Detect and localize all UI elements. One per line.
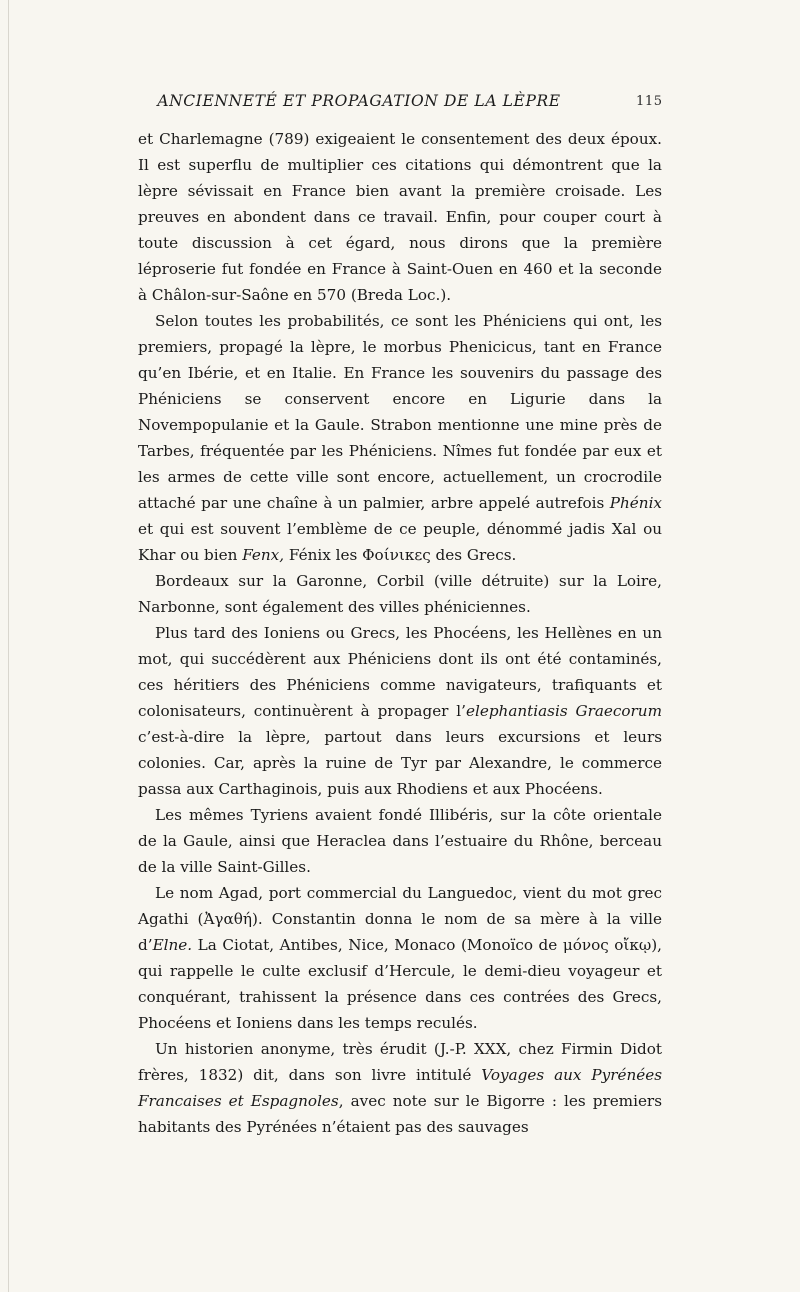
elne-italic: Elne.	[152, 936, 193, 954]
paragraph-7-text-a: Un historien anonyme, très érudit (J.-P. XXX, chez Firmin Didot frères, 1832) dit, dans son livre intitulé	[138, 1040, 662, 1084]
page-number: 115	[636, 94, 663, 109]
phenix-italic: Phénix	[609, 494, 662, 512]
paragraph-4-text-a: Plus tard des Ioniens ou Grecs, les Phocéens, les Hellènes en un mot, qui succédèrent aux Phéniciens dont ils ont été contaminés, ces héritiers des Phéniciens comme navigateurs, trafiquants et colonisateurs, continuèrent à propager l’	[138, 624, 662, 720]
paragraph-3	[138, 568, 662, 620]
paragraph-6-text-b: La Ciotat, Antibes, Nice, Monaco (Monoïco de μόνος οἴκῳ), qui rappelle le culte exclusif d’Hercule, le demi-dieu voyageur et conquérant, trahissent la présence dans ces contrées des Grecs, Phocéens et Ioniens dans les temps reculés.	[138, 936, 662, 1032]
fenx-italic: Fenx,	[242, 546, 285, 564]
paragraph-1	[138, 126, 662, 308]
paragraph-2-text-a: Selon toutes les probabilités, ce sont les Phéniciens qui ont, les premiers, propagé la lèpre, le morbus Phenicicus, tant en France qu’en Ibérie, et en Italie. En France les souvenirs du passage des Phéniciens se conservent encore en Ligurie dans la Novempopulanie et la Gaule. Strabon mentionne une mine près de Tarbes, fréquentée par les Phéniciens. Nîmes fut fondée par eux et les armes de cette ville sont encore, actuellement, un crocrodile attaché par une chaîne à un palmier, arbre appelé autrefois	[138, 312, 662, 512]
book-title-italic: Voyages aux Pyrénées Francaises et Espagnoles	[138, 1066, 662, 1110]
paragraph-6-text-a: Le nom Agad, port commercial du Languedoc, vient du mot grec Agathi (Ἀγαθή). Constantin donna le nom de sa mère à la ville d’	[138, 884, 662, 954]
paragraph-2-text-c: Fénix les Φοίνικες des Grecs.	[284, 546, 517, 564]
paragraph-3-text: Bordeaux sur la Garonne, Corbil (ville détruite) sur la Loire, Narbonne, sont également des villes phéniciennes.	[138, 572, 662, 616]
body-text	[138, 126, 662, 1140]
paragraph-7	[138, 1036, 662, 1140]
paragraph-4	[138, 620, 662, 802]
paragraph-4-text-b: c’est-à-dire la lèpre, partout dans leurs excursions et leurs colonies. Car, après la ruine de Tyr par Alexandre, le commerce passa aux Carthaginois, puis aux Rhodiens et aux Phocéens.	[138, 728, 662, 798]
paragraph-6	[138, 880, 662, 1036]
paragraph-2	[138, 308, 662, 568]
paragraph-1-text: et Charlemagne (789) exigeaient le consentement des deux époux. Il est superflu de multiplier ces citations qui démontrent que la lèpre sévissait en France bien avant la première croisade. Les preuves en abondent dans ce travail. Enfin, pour couper court à toute discussion à cet égard, nous dirons que la première léproserie fut fondée en France à Saint-Ouen en 460 et la seconde à Châlon-sur-Saône en 570 (Breda Loc.).	[138, 130, 662, 304]
paragraph-7-text-b: , avec note sur le Bigorre : les premiers habitants des Pyrénées n’étaient pas des sauvages	[138, 1092, 662, 1136]
paragraph-5-text: Les mêmes Tyriens avaient fondé Illibéris, sur la côte orientale de la Gaule, ainsi que Heraclea dans l’estuaire du Rhône, berceau de la ville Saint-Gilles.	[138, 806, 662, 876]
running-title: ANCIENNETÉ ET PROPAGATION DE LA LÈPRE	[157, 92, 561, 110]
elephantiasis-italic: elephantiasis Graecorum	[465, 702, 662, 720]
page-edge-shadow	[8, 0, 9, 1292]
running-header	[0, 92, 800, 116]
paragraph-5	[138, 802, 662, 880]
paragraph-2-text-b: et qui est souvent l’emblème de ce peuple, dénommé jadis Xal ou Khar ou bien	[138, 520, 662, 564]
